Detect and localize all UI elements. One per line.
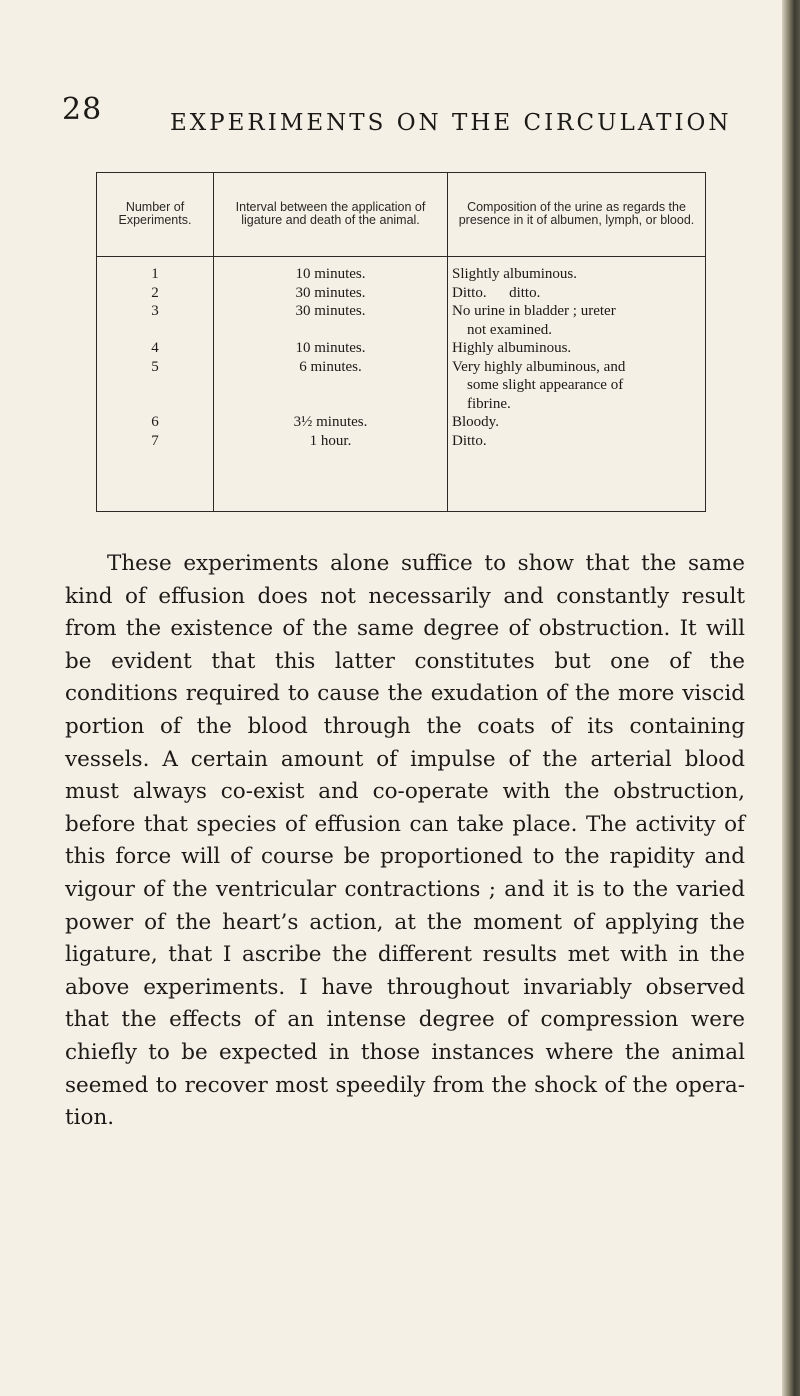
table-line: 7 bbox=[151, 432, 159, 449]
table-line: 4 bbox=[151, 340, 159, 356]
composition-column bbox=[448, 257, 706, 512]
table-line bbox=[220, 395, 441, 414]
header-experiment-number: Number of Experiments. bbox=[97, 173, 214, 257]
experiment-number-column bbox=[97, 257, 214, 512]
table-line: 1 hour. bbox=[309, 432, 352, 449]
header-urine-composition: Composition of the urine as regards the presence in it of albumen, lymph, or blood. bbox=[448, 173, 706, 257]
table-line bbox=[103, 376, 207, 395]
table-line: some slight appearance of bbox=[452, 377, 624, 393]
table-line: 3½ minutes. bbox=[293, 414, 368, 430]
page-edge bbox=[782, 0, 800, 1396]
table-line: 6 bbox=[151, 414, 159, 430]
table-line: 5 bbox=[151, 358, 159, 375]
table-header-row bbox=[97, 173, 706, 257]
running-title: EXPERIMENTS ON THE CIRCULATION bbox=[170, 110, 732, 136]
table-line: 10 minutes. bbox=[295, 340, 366, 356]
table-line: fibrine. bbox=[452, 395, 511, 412]
table-line bbox=[103, 395, 207, 414]
table-line: not examined. bbox=[452, 321, 552, 338]
table-line: 1 bbox=[151, 266, 159, 282]
table-line bbox=[103, 321, 207, 340]
table-line: Ditto. ditto. bbox=[452, 284, 541, 301]
body-paragraph: These experiments alone suffice to show that the same kind of effusion does not necessarily and constantly result from the existence of the same degree of obstruction. It will be evident that this latter constitutes but one of the conditions required to cause the exudation of the more viscid portion of the blood through the coats of its containing vessels. A certain amount of impulse of the arterial blood must always co-exist and co-operate with the obstruction, before that species of effusion can take place. The activity of this force will of course be proportioned to the rapidity and vigour of the ventricular contractions ; and it is to the varied power of the heart’s action, at the moment of applying the ligature, that I ascribe the different results met with in the above experiments. I have throughout invariably observed that the effects of an intense degree of compression were chiefly to be expected in those instances where the animal seemed to recover most speedily from the shock of the operation. bbox=[65, 551, 745, 1131]
header-interval: Interval between the application of ligature and death of the animal. bbox=[214, 173, 448, 257]
interval-column bbox=[214, 257, 448, 512]
table-line: Highly albuminous. bbox=[452, 340, 572, 356]
body-text bbox=[65, 548, 745, 1135]
table-line: 30 minutes. bbox=[295, 303, 366, 319]
table-body-row bbox=[97, 257, 706, 512]
table-line: 2 bbox=[151, 284, 159, 301]
table-line: Very highly albuminous, and bbox=[452, 358, 626, 375]
table-line: 30 minutes. bbox=[295, 284, 366, 301]
table-line: 6 minutes. bbox=[299, 358, 362, 375]
table-line: Bloody. bbox=[452, 414, 499, 430]
table-line: 10 minutes. bbox=[295, 266, 366, 282]
experiment-table bbox=[96, 172, 706, 512]
table-line bbox=[220, 321, 441, 340]
table-line bbox=[220, 376, 441, 395]
page-number: 28 bbox=[62, 92, 103, 127]
table-line: Slightly albuminous. bbox=[452, 266, 578, 282]
table-line: 3 bbox=[151, 303, 159, 319]
table-line: No urine in bladder ; ureter bbox=[452, 303, 616, 319]
table-line: Ditto. bbox=[452, 432, 487, 449]
